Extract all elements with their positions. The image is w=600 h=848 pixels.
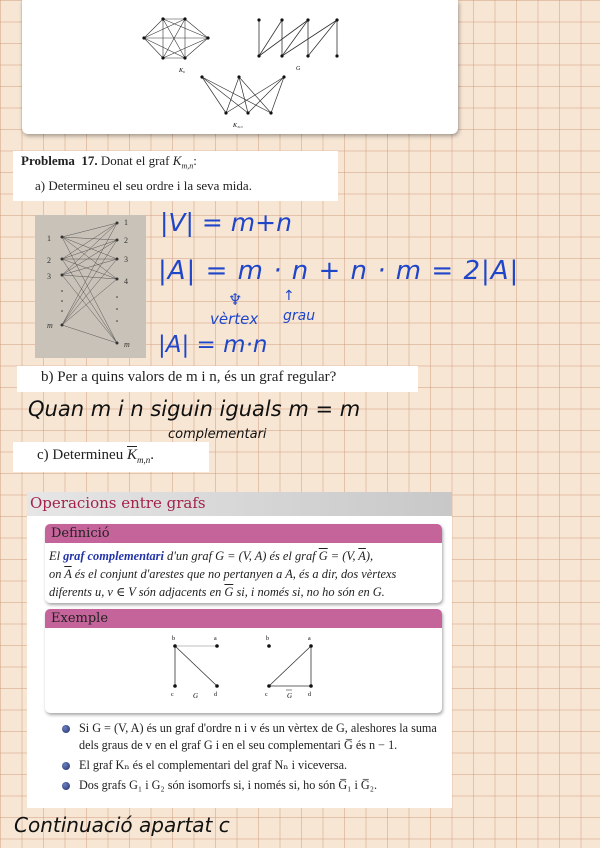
hw-size: |A| = m · n + n · m = 2|A| <box>158 256 520 286</box>
part-b-box <box>17 366 418 392</box>
bullet-item: Si G = (V, A) és un graf d'ordre n i v és un vèrtex de G, aleshores la suma dels graus de v en el graf G i en el seu complementari G̅ és n − 1. <box>79 721 437 752</box>
vertex-label: c <box>171 692 174 698</box>
vertex-label: b <box>172 636 175 642</box>
k6-label: K₆ <box>179 68 186 74</box>
vertex-label: d <box>214 692 217 698</box>
photo-right-label: 3 <box>124 255 128 264</box>
vertex-label: d <box>308 692 311 698</box>
photo-left-label: 3 <box>47 272 51 281</box>
part-c-box <box>13 442 209 472</box>
definition-text: El graf complementari d'un graf G = (V, A) és el graf $\overline{G} = (V$, $\overline{A}$), on $\overline{A}$ és el conjunt d'arestes que no pertanyen a A, és a dir, dos vèrtexs diferents u, v ∈ V són adjacents en $\overline{G}$ si, i només si, no ho són en G. <box>49 549 397 599</box>
bullet-item: El graf Kₙ és el complementari del graf Nₙ i viceversa. <box>79 757 437 774</box>
example-g-label: G <box>193 692 199 700</box>
definition-block <box>45 524 442 603</box>
k6-graph <box>144 19 208 58</box>
photo-left-label: m <box>47 321 53 330</box>
g-label: G <box>296 66 301 72</box>
hw-note-grau: grau <box>283 308 316 324</box>
photo-left-label: 2 <box>47 256 51 265</box>
example-block <box>45 609 442 713</box>
hw-answer-b-note: complementari <box>168 427 267 442</box>
k33-graph <box>202 77 284 113</box>
photo-right-label: 4 <box>124 277 128 286</box>
vertex-label: a <box>214 636 217 642</box>
photo-right-label: 2 <box>124 236 128 245</box>
hw-note-vertex: vèrtex <box>210 310 259 328</box>
example-header: Exemple <box>45 609 442 628</box>
slide <box>27 492 452 808</box>
slide-title: Operacions entre grafs <box>27 492 452 516</box>
bullet-list <box>57 720 437 797</box>
photo-left-label: 1 <box>47 234 51 243</box>
vertex-label: c <box>265 692 268 698</box>
hw-arrow-2: ↑ <box>283 288 295 304</box>
g-graph <box>259 20 337 56</box>
handwritten-graph-photo <box>35 215 146 358</box>
photo-right-label: m <box>124 340 130 349</box>
vertex-label: a <box>308 636 311 642</box>
bullet-item: Dos grafs G₁ i G₂ són isomorfs si, i només si, ho són G̅₁ i G̅₂. <box>79 777 437 794</box>
hw-answer-b: Quan m i n siguin iguals m = m <box>28 397 361 421</box>
vertex-label: b <box>266 636 269 642</box>
part-b: b) Per a quins valors de m i n, és un graf regular? <box>41 369 337 385</box>
part-c: c) Determineu $\overline{K}_{m,n}$. <box>37 447 154 465</box>
top-figure-card <box>22 0 458 134</box>
hw-arrow-1: ♆ <box>228 290 243 309</box>
problem-heading: Problema 17. Donat el graf $K_{m,n}$: <box>21 153 197 171</box>
part-a: a) Determineu el seu ordre i la seva mida. <box>35 178 252 193</box>
graph-figures <box>22 0 458 134</box>
definition-term: graf complementari <box>63 549 164 563</box>
bipartite-sketch <box>62 223 117 343</box>
hw-size-final: |A| = m·n <box>158 332 268 358</box>
hw-order: |V| = m+n <box>160 208 292 237</box>
example-graphs <box>45 628 442 712</box>
example-gbar-label: G <box>287 692 293 700</box>
problem-box <box>13 151 338 201</box>
photo-right-label: 1 <box>124 218 128 227</box>
definition-header: Definició <box>45 524 442 543</box>
hw-footer: Continuació apartat c <box>14 813 230 837</box>
k33-label: K₃,₃ <box>233 123 243 129</box>
